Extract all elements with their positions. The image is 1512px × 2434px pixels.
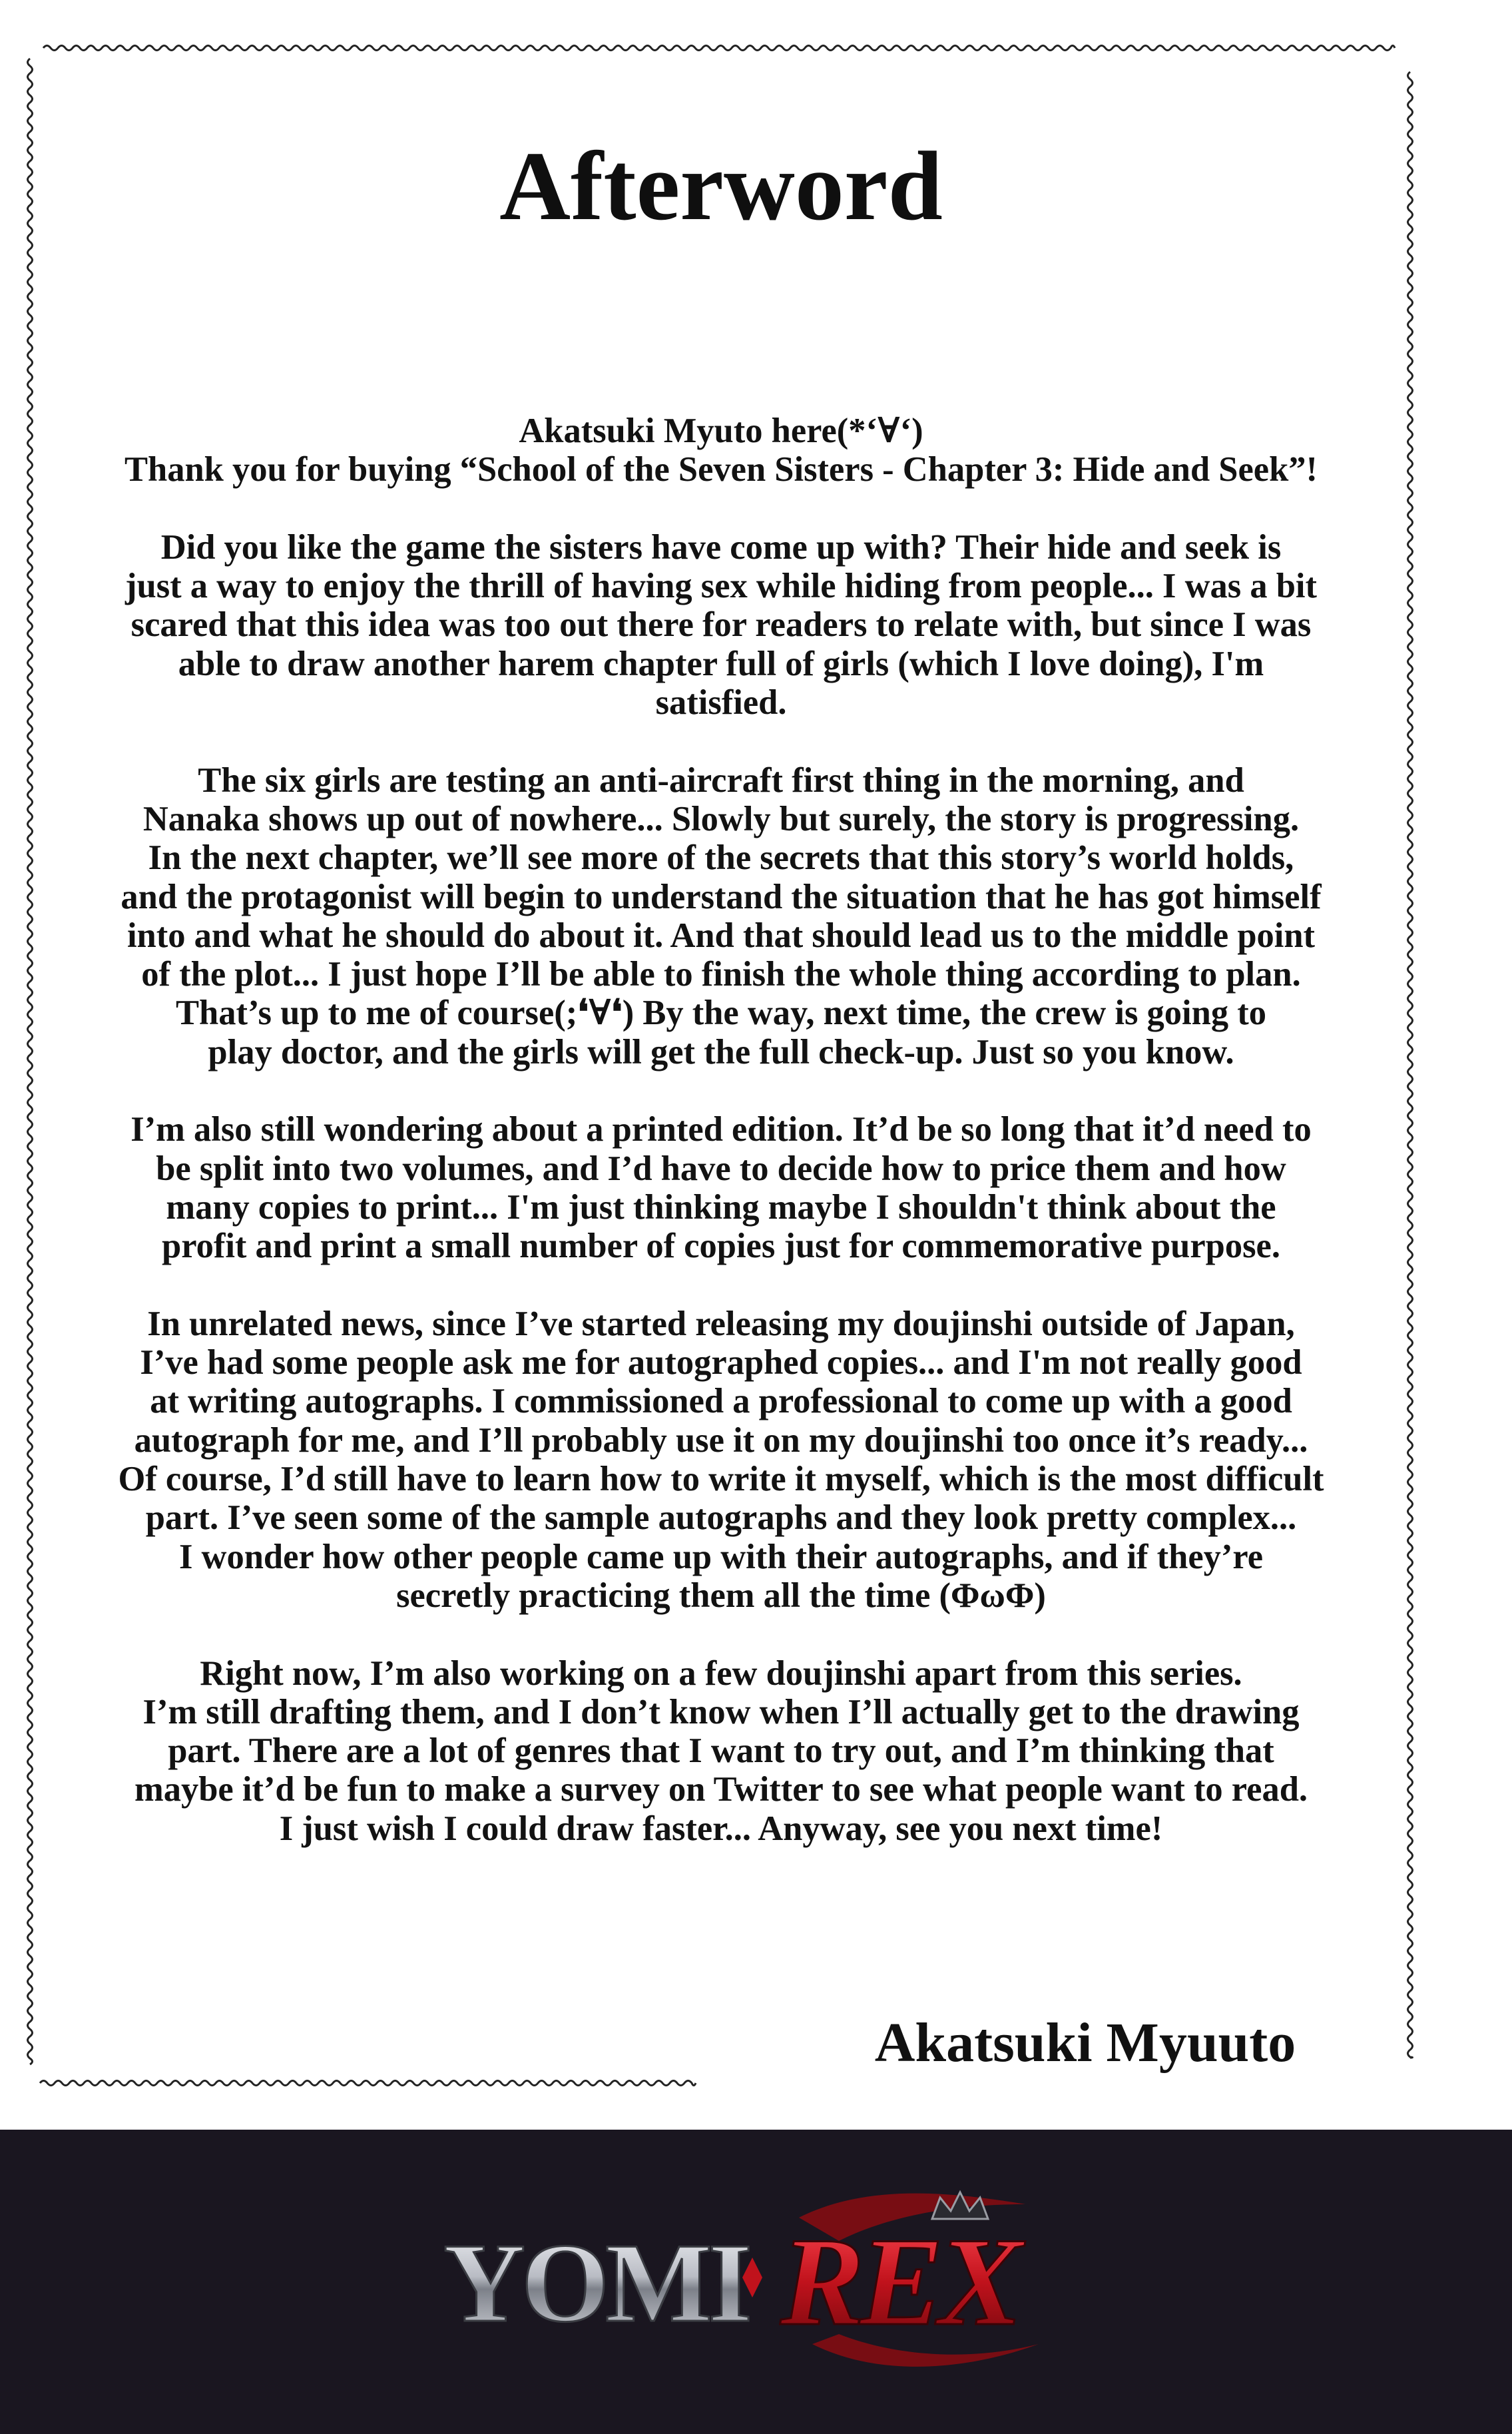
frame-wavy-top-border	[43, 46, 1395, 51]
body-line: of the plot... I just hope I’ll be able to finish the whole thing according to plan.	[141, 955, 1301, 994]
body-line: Akatsuki Myuto here(*‘∀‘)	[519, 412, 923, 450]
author-signature: Akatsuki Myuuto	[874, 2012, 1296, 2074]
body-line: be split into two volumes, and I’d have to decide how to price them and how	[156, 1149, 1286, 1188]
body-line: I’m also still wondering about a printed edition. It’d be so long that it’d need to	[130, 1110, 1312, 1149]
body-line: That’s up to me of course(;❛∀❛) By the way, next time, the crew is going to	[176, 994, 1266, 1033]
frame-wavy-bottom-border	[40, 2081, 696, 2086]
yomirex-logo	[439, 2178, 1065, 2391]
body-line: In unrelated news, since I’ve started releasing my doujinshi outside of Japan,	[147, 1304, 1295, 1343]
body-line: I just wish I could draw faster... Anyway, see you next time!	[279, 1809, 1163, 1848]
body-line: profit and print a small number of copies just for commemorative purpose.	[162, 1227, 1280, 1266]
body-line: into and what he should do about it. And that should lead us to the middle point	[126, 916, 1316, 955]
body-line: autograph for me, and I’ll probably use it on my doujinshi too once it’s ready...	[134, 1420, 1308, 1460]
body-line: scared that this idea was too out there for readers to relate with, but since I was	[130, 605, 1312, 645]
body-line: Nanaka shows up out of nowhere... Slowly but surely, the story is progressing.	[142, 799, 1300, 838]
body-line: play doctor, and the girls will get the full check-up. Just so you know.	[208, 1032, 1234, 1071]
body-line: Right now, I’m also working on a few doujinshi apart from this series.	[200, 1654, 1242, 1693]
logo-text-rex: REX	[780, 2212, 1018, 2352]
body-paragraph	[40, 528, 1402, 722]
frame-wavy-left-border	[28, 59, 33, 2064]
body-line: In the next chapter, we’ll see more of the secrets that this story’s world holds,	[148, 838, 1294, 878]
body-line: Thank you for buying “School of the Seven Sisters - Chapter 3: Hide and Seek”!	[124, 450, 1318, 489]
body-line: Of course, I’d still have to learn how to write it myself, which is the most difficult	[118, 1460, 1324, 1499]
body-line: at writing autographs. I commissioned a professional to come up with a good	[150, 1382, 1292, 1421]
afterword-body	[40, 412, 1402, 1887]
body-line: I’m still drafting them, and I don’t know when I’ll actually get to the drawing	[142, 1692, 1300, 1731]
body-line: satisfied.	[655, 683, 787, 723]
body-paragraph	[40, 412, 1402, 489]
body-line: Did you like the game the sisters have come up with? Their hide and seek is	[160, 527, 1282, 567]
body-paragraph	[40, 761, 1402, 1071]
page-title: Afterword	[499, 132, 943, 241]
body-line: maybe it’d be fun to make a survey on Twitter to see what people want to read.	[134, 1770, 1308, 1809]
body-paragraph	[40, 1305, 1402, 1615]
body-line: The six girls are testing an anti-aircraft first thing in the morning, and	[198, 761, 1244, 800]
body-line: many copies to print... I'm just thinking maybe I shouldn't think about the	[166, 1187, 1276, 1227]
frame-wavy-right-border	[1408, 72, 1413, 2058]
body-line: able to draw another harem chapter full of girls (which I love doing), I'm	[178, 644, 1264, 683]
body-line: part. I’ve seen some of the sample autographs and they look pretty complex...	[145, 1498, 1297, 1538]
body-line: I’ve had some people ask me for autographed copies... and I'm not really good	[140, 1343, 1302, 1382]
body-line: part. There are a lot of genres that I want to try out, and I’m thinking that	[168, 1731, 1274, 1771]
body-line: secretly practicing them all the time (ΦωΦ)	[396, 1576, 1046, 1615]
logo-text-yomi: YOMI	[443, 2220, 748, 2345]
body-line: just a way to enjoy the thrill of having sex while hiding from people... I was a bit	[125, 567, 1317, 606]
body-paragraph	[40, 1654, 1402, 1848]
body-line: and the protagonist will begin to understand the situation that he has got himself	[121, 877, 1322, 916]
body-line: I wonder how other people came up with their autographs, and if they’re	[178, 1537, 1264, 1576]
body-paragraph	[40, 1110, 1402, 1265]
